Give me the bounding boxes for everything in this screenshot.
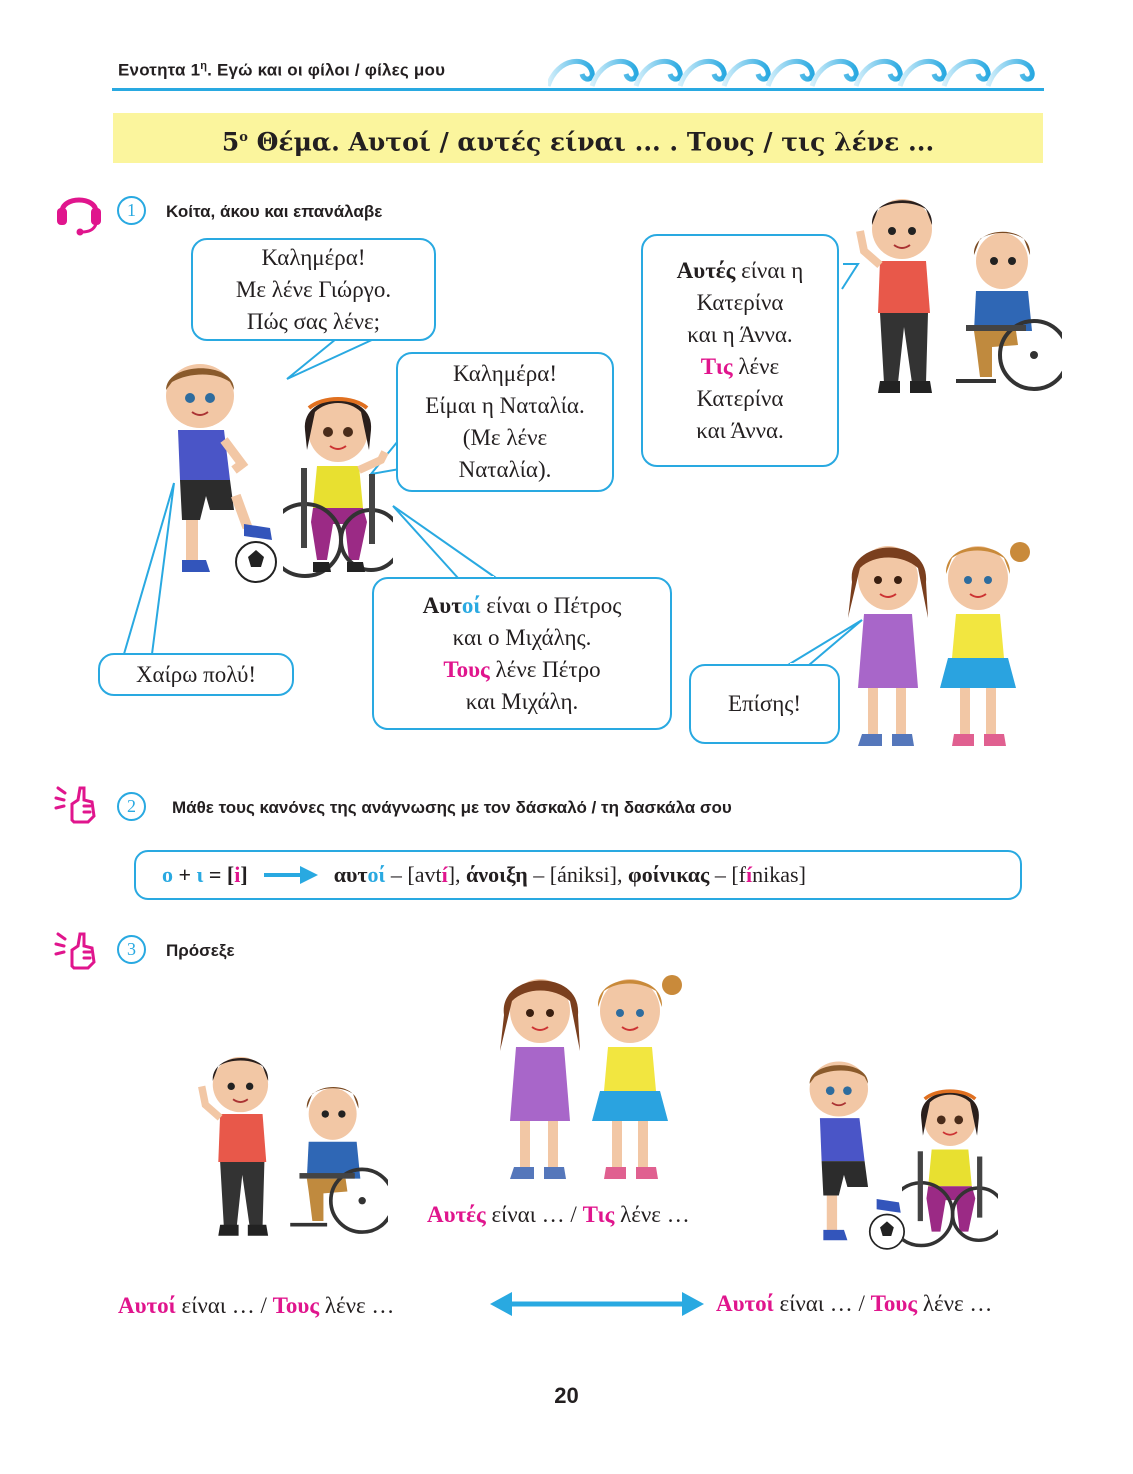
bubble-line: και Άννα. <box>696 417 784 443</box>
pointing-hand-icon <box>54 782 98 826</box>
unit-title: Ενοτητα $1^\eta$. Εγώ και οι φίλοι / φίλες μου <box>118 60 446 80</box>
double-arrow-icon <box>488 1290 706 1318</box>
caption-autoi-right: Αυτοί είναι … / Τους λένε … <box>716 1291 993 1316</box>
section-label-3: Πρόσεξε <box>166 941 235 960</box>
girls-pair-figure <box>490 968 690 1190</box>
arrow-right-icon <box>262 864 320 886</box>
bubble-line: Κατερίνα <box>696 385 784 411</box>
boys-pair-figure <box>198 1050 388 1250</box>
rule-letter-o: ο <box>162 862 173 887</box>
example-transcription-2-mid: n <box>566 862 578 887</box>
bubble-line: Τις λένε <box>700 353 780 379</box>
boy-with-ball-figure <box>160 360 280 588</box>
rule-plus: + <box>173 862 197 887</box>
girl-in-wheelchair-figure <box>283 390 393 582</box>
bubble-line: Ναταλία). <box>458 457 552 482</box>
example-transcription-1: – [avt <box>385 862 442 887</box>
boy-with-ball-figure <box>796 1058 916 1254</box>
headphones-icon <box>54 186 104 236</box>
bubble-line: Είμαι η Ναταλία. <box>425 393 585 418</box>
speech-bubble-natalia <box>396 352 614 492</box>
bubble-line: και ο Μιχάλης. <box>452 624 592 650</box>
example-transcription-1-end: ], <box>447 862 467 887</box>
caption-autoi-left: Αυτοί είναι … / Τους λένε … <box>118 1293 395 1318</box>
example-word-1-digraph: οί <box>367 862 386 887</box>
bubble-line: Καλημέρα! <box>453 361 557 386</box>
lesson-title: $5^o$ Θέμα. Αυτοί / αυτές είναι ... . Τους / τις λένε ... <box>221 127 935 157</box>
bubble-line: Πώς σας λένε; <box>246 308 381 334</box>
example-transcription-3-end: nikas] <box>752 862 806 887</box>
wave-decoration <box>548 46 1044 90</box>
bubble-line: Αυτές είναι η <box>676 257 804 283</box>
speech-bubble-autoi <box>372 577 672 730</box>
section-number-3: 3 <box>117 935 146 964</box>
section-number-1: 1 <box>117 196 146 225</box>
speech-bubble-giorgos <box>191 238 436 341</box>
caption-autes: Αυτές είναι … / Τις λένε … <box>427 1202 690 1227</box>
section-number-2: 2 <box>117 792 146 821</box>
bubble-line: και Μιχάλη. <box>465 688 579 714</box>
section-label-2: Μάθε τους κανόνες της ανάγνωσης με τον δάσκαλό / τη δασκάλα σου <box>172 798 732 817</box>
rule-letter-i: ι <box>196 862 204 887</box>
example-transcription-1-sound: í <box>441 862 448 887</box>
example-word-1: αυτ <box>333 862 368 887</box>
example-transcription-2-end: iksi], <box>577 862 628 887</box>
example-transcription-3: – [f <box>709 862 746 887</box>
pointing-hand-icon <box>54 928 98 972</box>
girl-in-wheelchair-figure <box>902 1082 998 1252</box>
example-transcription-3-sound: í <box>746 862 753 887</box>
bubble-line: Αυτοί είναι ο Πέτρος <box>422 592 622 618</box>
lesson-banner <box>113 113 1043 163</box>
bubble-line: Τους λένε Πέτρο <box>443 656 601 682</box>
bubble-line: και η Άννα. <box>687 321 793 347</box>
rule-equals: = [ <box>203 862 235 887</box>
bubble-line: Με λένε Γιώργο. <box>235 276 392 302</box>
bubble-line: (Με λένε <box>462 425 548 450</box>
speech-bubble-chairo: Χαίρω πολύ! <box>98 653 294 696</box>
example-word-3: φοίνικας <box>628 862 710 887</box>
header-rule <box>112 88 1044 91</box>
example-word-2: άνοιξη <box>466 862 528 887</box>
example-transcription-2: – [á <box>527 862 567 887</box>
speech-bubble-episis: Επίσης! <box>689 664 840 744</box>
rule-bracket: ] <box>240 862 248 887</box>
section-label-1: Κοίτα, άκου και επανάλαβε <box>166 202 383 221</box>
girls-pair-figure <box>838 538 1038 754</box>
speech-bubble-autes <box>641 234 839 467</box>
page-number: 20 <box>554 1383 579 1408</box>
boys-pair-figure <box>856 195 1062 405</box>
bubble-line: Κατερίνα <box>696 289 784 315</box>
bubble-line: Καλημέρα! <box>261 244 366 270</box>
reading-rule-box <box>134 850 1022 900</box>
rule-sound: i <box>234 862 241 887</box>
